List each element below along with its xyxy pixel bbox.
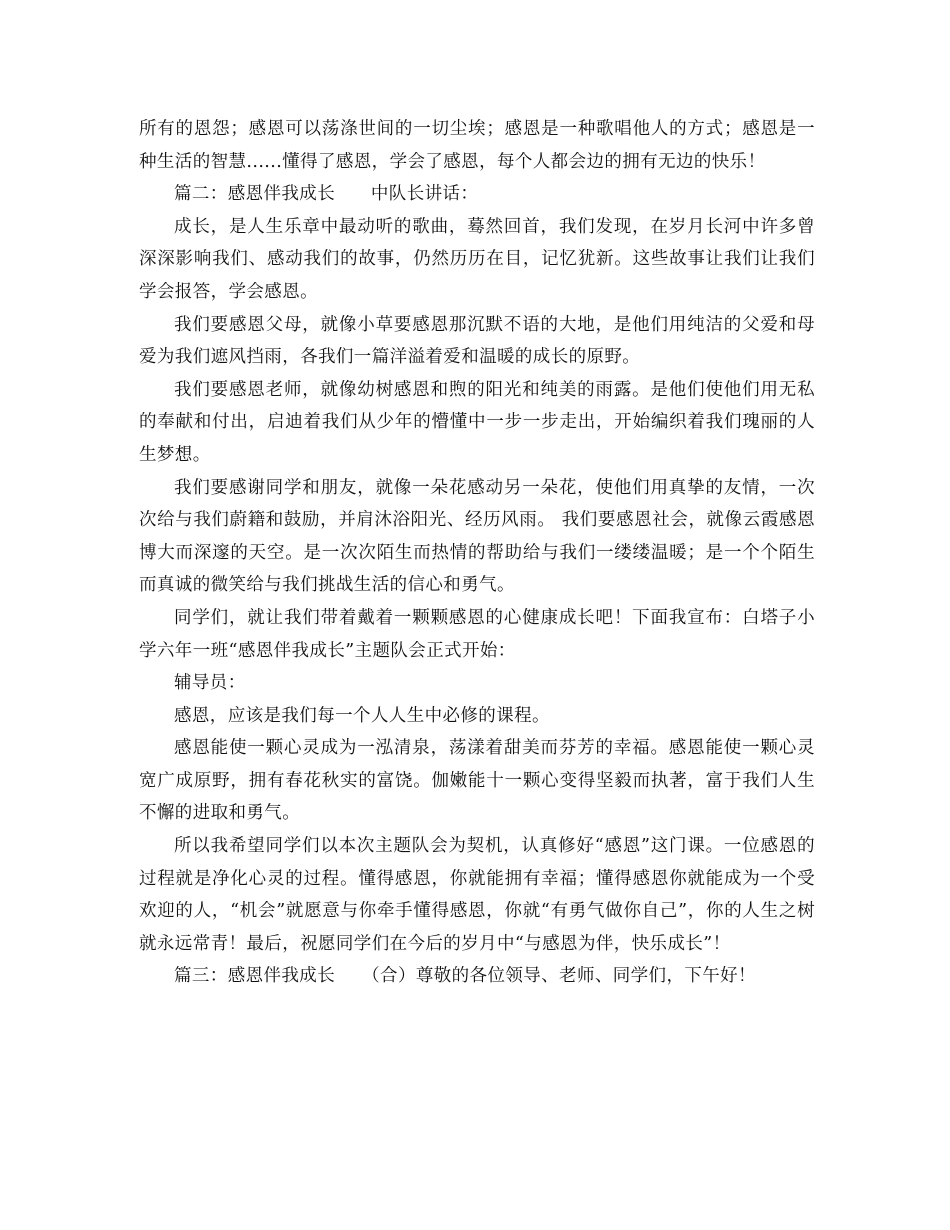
paragraph: 感恩能使一颗心灵成为一泓清泉，荡漾着甜美而芬芳的幸福。感恩能使一颗心灵宽广成原野，拥有春花秋实的富饶。伽嫩能十一颗心变得坚毅而执著，富于我们人生不懈的进取和勇气。 bbox=[139, 738, 815, 824]
paragraph: 感恩，应该是我们每一个人人生中必修的课程。 bbox=[174, 705, 550, 726]
paragraph: 我们要感恩父母，就像小草要感恩那沉默不语的大地，是他们用纯洁的父爱和母爱为我们遮风挡雨，各我们一篇洋溢着爱和温暖的成长的原野。 bbox=[139, 314, 815, 368]
paragraph: 同学们，就让我们带着戴着一颗颗感恩的心健康成长吧！下面我宣布：白塔子小学六年一班“感恩伴我成长”主题队会正式开始： bbox=[139, 607, 815, 661]
section-heading-part-two: 篇二：感恩伴我成长 中队长讲话： bbox=[174, 184, 479, 205]
paragraph: 所以我希望同学们以本次主题队会为契机，认真修好“感恩”这门课。一位感恩的过程就是净化心灵的过程。懂得感恩，你就能拥有幸福；懂得感恩你就能成为一个受欢迎的人，“机会”就愿意与你牵手懂得感恩，你就“有勇气做你自己”，你的人生之树就永远常青！最后，祝愿同学们在今后的岁月中“与感恩为伴，快乐成长”！ bbox=[139, 836, 815, 954]
paragraph: 我们要感恩老师，就像幼树感恩和煦的阳光和纯美的雨露。是他们使他们用无私的奉献和付出，启迪着我们从少年的懵懂中一步一步走出，开始编织着我们瑰丽的人生梦想。 bbox=[139, 379, 815, 465]
paragraph: 我们要感谢同学和朋友，就像一朵花感动另一朵花，使他们用真挚的友情，一次次给与我们蔚籍和鼓励，并肩沐浴阳光、经历风雨。 我们要感恩社会，就像云霞感恩博大而深邃的天空。是一次次陌生而热情的帮助给与我们一缕缕温暖；是一个个陌生而真诚的微笑给与我们挑战生活的信心和勇气。 bbox=[139, 477, 815, 596]
paragraph-continuation: 所有的恩怨；感恩可以荡涤世间的一切尘埃；感恩是一种歌唱他人的方式；感恩是一种生活的智慧......懂得了感恩，学会了感恩，每个人都会边的拥有无边的快乐！ bbox=[139, 119, 815, 172]
speaker-label: 辅导员： bbox=[174, 673, 246, 694]
paragraph: 成长，是人生乐章中最动听的歌曲，蓦然回首，我们发现，在岁月长河中许多曾深深影响我们、感动我们的故事，仍然历历在目，记忆犹新。这些故事让我们让我们学会报答，学会感恩。 bbox=[139, 216, 815, 302]
section-heading-part-three: 篇三：感恩伴我成长 （合）尊敬的各位领导、老师、同学们，下午好！ bbox=[174, 966, 756, 987]
document-body bbox=[139, 113, 815, 993]
